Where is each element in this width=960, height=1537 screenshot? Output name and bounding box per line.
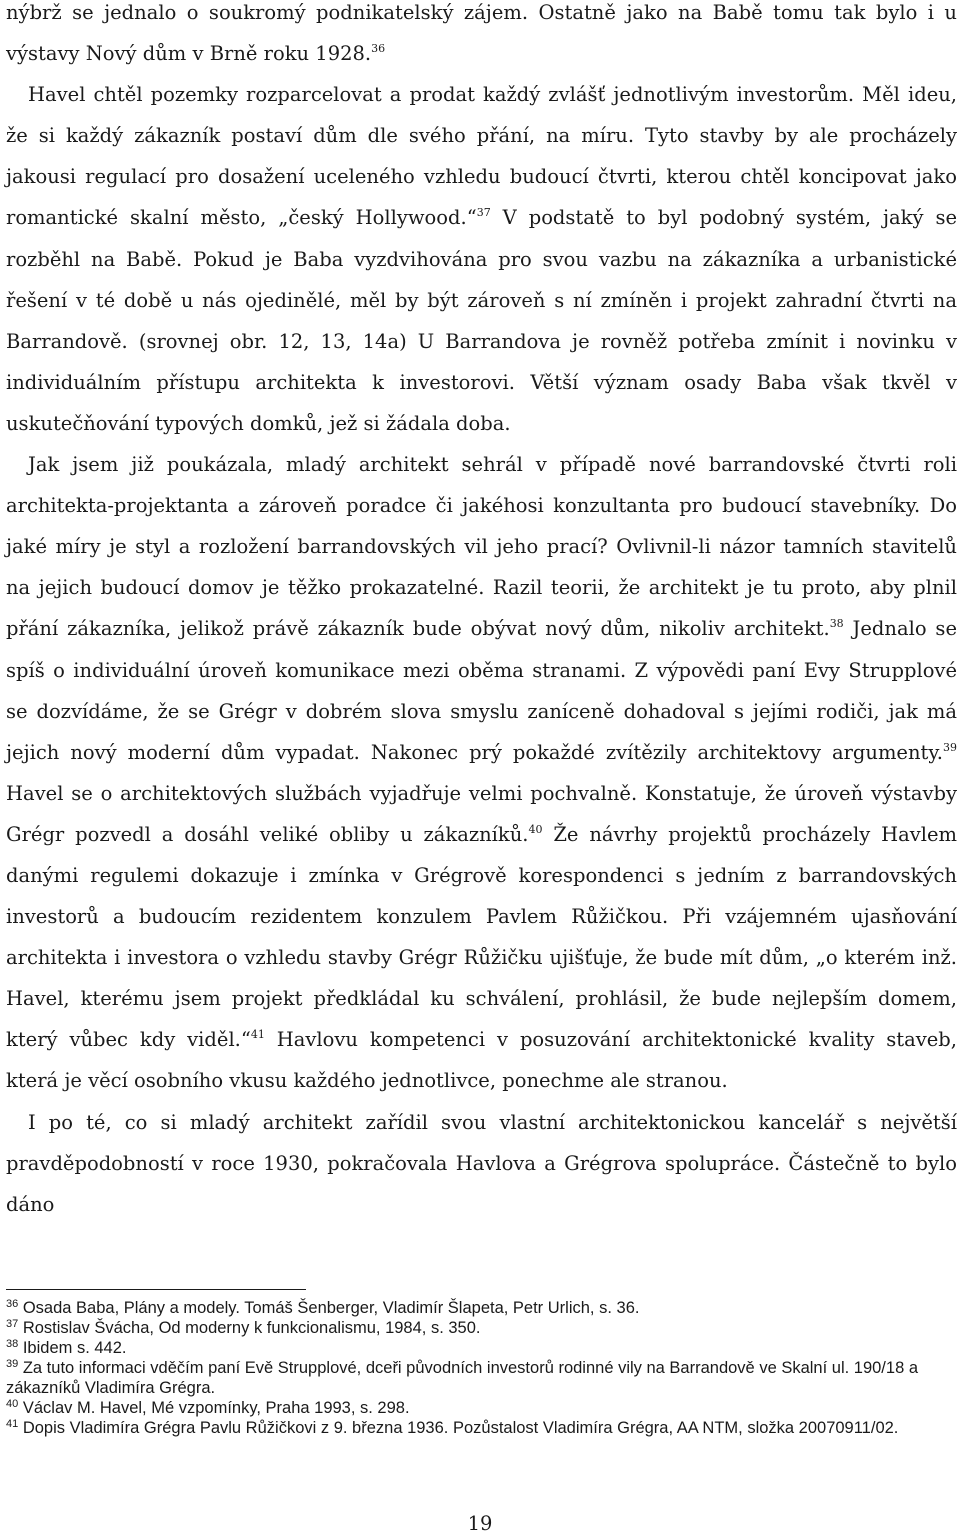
footnote-number: 37 xyxy=(6,1318,19,1330)
paragraph-text: Havel chtěl pozemky rozparcelovat a prodat každý zvlášť jednotlivým investorům. Měl ideu, že si každý zákazník postaví dům dle svého přání, na míru. Tyto stavby by ale procházely jakousi regulací pro dosažení uceleného vzhledu budoucí čtvrti, kterou chtěl koncipovat jako romantické skalní město, „český Hollywood.“ xyxy=(6,83,957,230)
footnote-text: Dopis Vladimíra Grégra Pavlu Růžičkovi z 9. března 1936. Pozůstalost Vladimíra Grégra, AA NTM, složka 20070911/02. xyxy=(22,1419,899,1437)
footnote-38 xyxy=(6,1338,956,1358)
footnote-number: 39 xyxy=(6,1358,19,1370)
footnote-text: Osada Baba, Plány a modely. Tomáš Šenberger, Vladimír Šlapeta, Petr Urlich, s. 36. xyxy=(22,1299,640,1317)
footnote-separator xyxy=(6,1289,306,1290)
paragraph-2 xyxy=(6,74,957,444)
footnote-number: 40 xyxy=(6,1398,19,1410)
paragraph-text: Havel se o architektových službách vyjadřuje velmi pochvalně. Konstatuje, že úroveň výstavby Grégr pozvedl a dosáhl veliké obliby u zákazníků. xyxy=(6,781,957,846)
paragraph-1 xyxy=(6,0,957,74)
footnote-36 xyxy=(6,1298,956,1318)
body-text xyxy=(6,0,957,1225)
paragraph-text: Jednalo se spíš o individuální úroveň komunikace mezi oběma stranami. Z výpovědi paní Evy Strupplové se dozvídáme, že se Grégr v dobrém slova smyslu zaníceně dohadoval s jejími rodiči, jak má jejich nový moderní dům vypadat. Nakonec prý pokaždé zvítězily architektovy argumenty. xyxy=(6,617,957,764)
footnote-ref-39[interactable]: 39 xyxy=(943,740,957,754)
footnote-number: 41 xyxy=(6,1418,19,1430)
paragraph-text: Že návrhy projektů procházely Havlem danými regulemi dokazuje i zmínka v Grégrově korespondenci s jedním z barrandovských investorů a budoucím rezidentem konzulem Pavlem Růžičkou. Při vzájemném ujasňování architekta i investora o vzhledu stavby Grégr Růžičku ujišťuje, že bude mít dům, „o kterém inž. Havel, kterému jsem projekt předkládal ku schválení, prohlásil, že bude nejlepším domem, který vůbec kdy viděl.“ xyxy=(6,822,957,1052)
footnote-ref-38[interactable]: 38 xyxy=(829,617,844,631)
footnote-number: 36 xyxy=(6,1298,19,1310)
footnote-text: Václav M. Havel, Mé vzpomínky, Praha 1993, s. 298. xyxy=(22,1399,410,1417)
paragraph-4 xyxy=(6,1102,957,1225)
paragraph-3 xyxy=(6,444,957,1102)
footnote-ref-41[interactable]: 41 xyxy=(250,1028,265,1042)
footnote-39 xyxy=(6,1358,956,1398)
footnote-text: Rostislav Švácha, Od moderny k funkcionalismu, 1984, s. 350. xyxy=(22,1319,481,1337)
footnote-text: Za tuto informaci vděčím paní Evě Strupplové, dceři původních investorů rodinné vily na Barrandově ve Skalní ul. 190/18 a zákazníků Vladimíra Grégra. xyxy=(6,1359,919,1397)
footnote-ref-37[interactable]: 37 xyxy=(476,206,491,220)
footnote-37 xyxy=(6,1318,956,1338)
footnote-number: 38 xyxy=(6,1338,19,1350)
footnote-40 xyxy=(6,1398,956,1418)
footnotes xyxy=(6,1298,956,1438)
paragraph-text: Jak jsem již poukázala, mladý architekt sehrál v případě nové barrandovské čtvrti roli architekta-projektanta a zároveň poradce či jakéhosi konzultanta pro budoucí stavebníky. Do jaké míry je styl a rozložení barrandovských vil jeho prací? Ovlivnil-li názor tamních stavitelů na jejich budoucí domov je těžko prokazatelné. Razil teorii, že architekt je tu proto, aby plnil přání zákazníka, jelikož právě zákazník bude obývat nový dům, nikoliv architekt. xyxy=(6,453,957,641)
footnote-41 xyxy=(6,1418,956,1438)
paragraph-text: I po té, co si mladý architekt zařídil svou vlastní architektonickou kancelář s největší pravděpodobností v roce 1930, pokračovala Havlova a Grégrova spolupráce. Částečně to bylo dáno xyxy=(6,1110,957,1216)
footnote-ref-36[interactable]: 36 xyxy=(371,42,386,56)
paragraph-text: Havlovu kompetenci v posuzování architektonické kvality staveb, která je věcí osobního vkusu každého jednotlivce, ponechme ale stranou. xyxy=(6,1028,957,1093)
footnote-text: Ibidem s. 442. xyxy=(22,1339,127,1357)
paragraph-text: V podstatě to byl podobný systém, jaký se rozběhl na Babě. Pokud je Baba vyzdvihována pro svou vazbu na zákazníka a urbanistické řešení v té době u nás ojedinělé, měl by být zároveň s ní zmíněn i projekt zahradní čtvrti na Barrandově. (srovnej obr. 12, 13, 14a) U Barrandova je rovněž potřeba zmínit i novinku v individuálním přístupu architekta k investorovi. Větší význam osady Baba však tkvěl v uskutečňování typových domků, jež si žádala doba. xyxy=(6,206,958,435)
page-number: 19 xyxy=(467,1512,493,1535)
footnote-ref-40[interactable]: 40 xyxy=(528,822,543,836)
paragraph-text: nýbrž se jednalo o soukromý podnikatelský zájem. Ostatně jako na Babě tomu tak bylo i u výstavy Nový dům v Brně roku 1928. xyxy=(6,1,957,66)
